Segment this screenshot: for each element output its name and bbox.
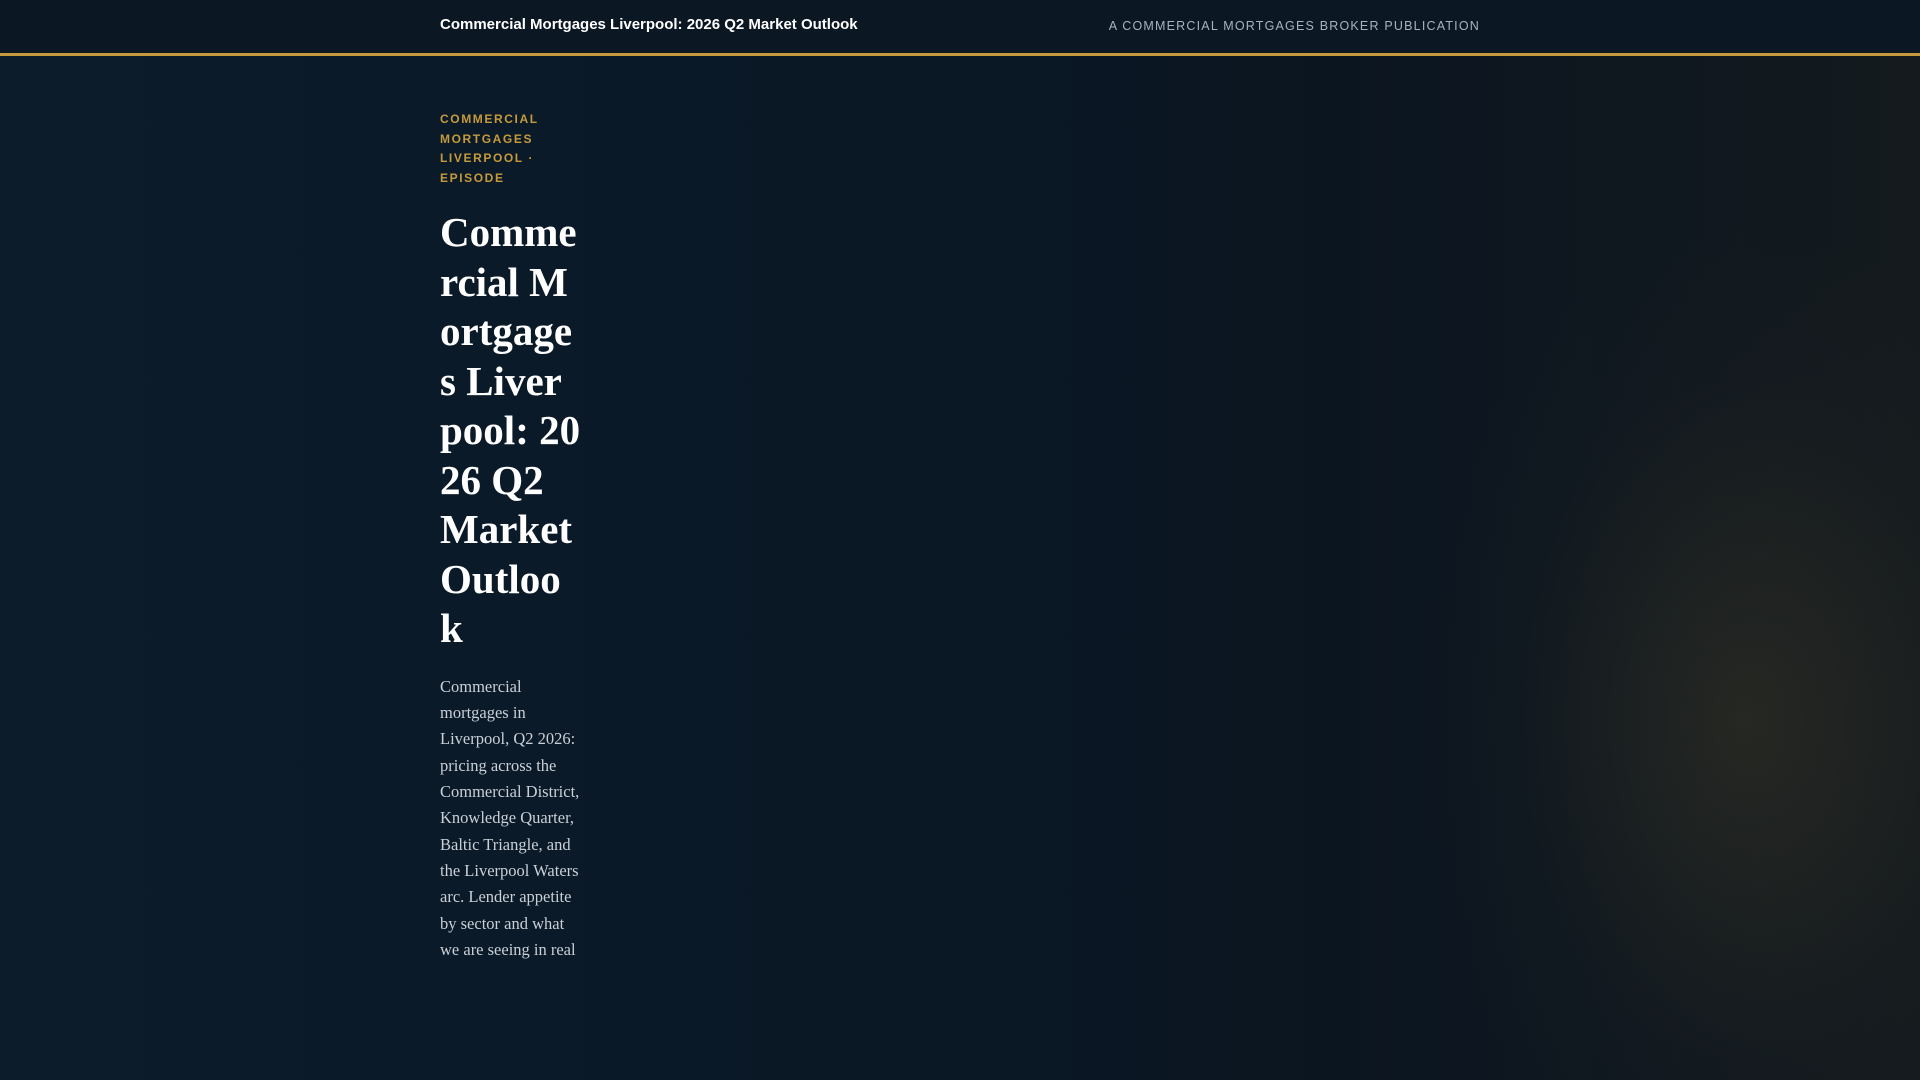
site-header [0, 0, 1920, 56]
article-summary: Commercial mortgages in Liverpool, Q2 2026: pricing across the Commercial District, Knowledge Quarter, Baltic Triangle, and the Liverpool Waters arc. Lender appetite by sector and what we are seeing in real [440, 676, 580, 959]
article-kicker: COMMERCIAL MORTGAGES LIVERPOOL · EPISODE [440, 112, 539, 185]
article [440, 110, 583, 963]
site-title-link[interactable]: Commercial Mortgages Liverpool: 2026 Q2 Market Outlook [440, 16, 858, 33]
publication-tagline: A COMMERCIAL MORTGAGES BROKER PUBLICATION [1108, 19, 1480, 33]
article-headline: Commercial Mortgages Liverpool: 2026 Q2 Market Outlook [440, 209, 581, 652]
